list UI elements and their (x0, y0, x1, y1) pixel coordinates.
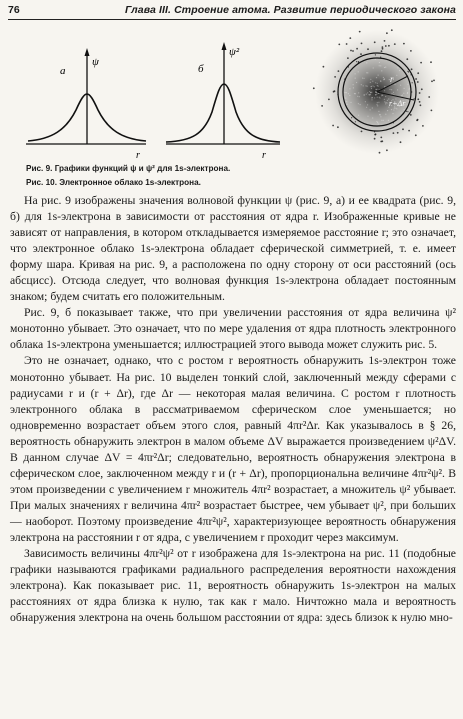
cloud-dot (385, 67, 386, 68)
cloud-dot (391, 29, 393, 31)
paragraph-3: Это не означает, однако, что с ростом r вероятность обнаружить 1s-электрон тоже монотонно убывает. На рис. 10 выделен тонкий слой, заключенный между сферами с радиусами r и (r + Δr), где Δr — некоторая малая величина. С ростом r плотность электронного облака в рассматриваемом сферическом слое уменьшается; но одновременно возрастает объем этого слоя, равный 4πr²Δr. Как указывалось в § 26, вероятность обнаружить электрон в малом объеме ΔV выражается произведением ψ²ΔV. В данном случае ΔV = 4πr²Δr; следовательно, вероятность обнаружения электрона в сферическом слое, заключенном между r и (r + Δr), пропорциональна величине 4πr²ψ². В этом произведении с увеличением r множитель 4πr² возрастает, а множитель ψ² убывает. При малых значениях r величина 4πr² возрастает быстрее, чем убывает ψ², при больших — наоборот. Поэтому произведение 4πr²ψ², характеризующее вероятность обнаружения электрона на расстоянии r от ядра, с увеличением r проходит через максимум. (10, 354, 456, 544)
cloud-dot (358, 115, 359, 116)
cloud-dot (415, 134, 417, 136)
cloud-dot (374, 97, 375, 98)
cloud-dot (376, 92, 377, 93)
cloud-dot (379, 152, 381, 154)
cloud-dot (377, 102, 378, 103)
cloud-dot (378, 75, 379, 76)
cloud-dot (366, 107, 367, 108)
cloud-dot (431, 110, 433, 112)
cloud-dot (378, 123, 379, 124)
figure-10-caption: Рис. 10. Электронное облако 1s-электрона. (26, 178, 201, 187)
cloud-dot (355, 121, 356, 122)
cloud-dot (361, 43, 363, 45)
paragraph-2: Рис. 9, б показывает также, что при увеличении расстояния от ядра величина ψ² монотонно убывает. Это означает, что по мере удаления от ядра плотность электронного облака 1s-электрона уменьшается; иллюстрацией этого вывода может служить рис. 5. (10, 306, 456, 352)
cloud-dot (399, 70, 400, 71)
label-r-plus-dr: r+Δr (389, 99, 406, 108)
cloud-dot (381, 120, 382, 121)
cloud-dot (379, 65, 380, 66)
cloud-dot (356, 82, 357, 83)
cloud-dot (355, 73, 356, 74)
cloud-dot (380, 116, 381, 117)
cloud-dot (365, 85, 366, 86)
cloud-dot (384, 67, 385, 68)
cloud-dot (356, 61, 357, 62)
figures (0, 22, 463, 164)
cloud-dot (345, 98, 346, 99)
cloud-dot (375, 89, 376, 90)
cloud-dot (349, 95, 350, 96)
cloud-dot (369, 94, 370, 95)
cloud-dot (372, 117, 373, 118)
cloud-dot (364, 94, 365, 95)
cloud-dot (370, 79, 371, 80)
cloud-dot (419, 92, 421, 94)
cloud-dot (417, 72, 419, 74)
cloud-dot (359, 31, 361, 33)
cloud-dot (404, 88, 405, 89)
cloud-dot (412, 82, 413, 83)
cloud-dot (396, 108, 397, 109)
cloud-dot (381, 140, 383, 142)
label-r: r (390, 74, 394, 84)
cloud-dot (360, 53, 362, 55)
cloud-dot (366, 62, 367, 63)
cloud-dot (369, 91, 370, 92)
cloud-dot (371, 99, 372, 100)
cloud-dot (378, 102, 379, 103)
cloud-dot (321, 105, 323, 107)
cloud-dot (417, 98, 419, 100)
cloud-dot (403, 43, 405, 45)
cloud-dot (367, 86, 368, 87)
cloud-dot (353, 84, 354, 85)
cloud-dot (347, 57, 349, 59)
cloud-dot (394, 43, 396, 45)
cloud-dot (393, 132, 395, 134)
page-number: 76 (8, 4, 20, 16)
cloud-dot (375, 59, 376, 60)
cloud-dot (346, 92, 347, 93)
cloud-dot (352, 50, 354, 52)
cloud-dot (380, 81, 381, 82)
cloud-dot (357, 96, 358, 97)
cloud-dot (376, 94, 377, 95)
cloud-dot (433, 80, 435, 82)
cloud-dot (388, 45, 390, 47)
cloud-dot (364, 78, 365, 79)
cloud-dot (392, 113, 393, 114)
cloud-dot (358, 92, 359, 93)
cloud-dot (348, 93, 349, 94)
cloud-dot (346, 43, 348, 45)
cloud-dot (367, 92, 368, 93)
cloud-dot (407, 84, 408, 85)
cloud-dot (371, 86, 372, 87)
cloud-dot (334, 76, 336, 78)
cloud-dot (366, 72, 367, 73)
cloud-dot (408, 71, 409, 72)
cloud-dot (378, 111, 379, 112)
cloud-dot (355, 78, 356, 79)
cloud-dot (374, 86, 375, 87)
cloud-dot (374, 41, 376, 43)
paragraph-1: На рис. 9 изображены значения волновой функции ψ (рис. 9, а) и ее квадрата (рис. 9, б) для 1s-электрона в зависимости от расстояния от ядра r. Изображенные кривые не зависят от направления, в котором откладывается измеряемое расстояние r; это означает, что электронное облако 1s-электрона обладает сферической симметрией, т. е. имеет форму шара. Кривая на рис. 9, а расположена по одну сторону от оси расстояний (ось абсцисс). Отсюда следует, что волновая функция 1s-электрона обладает постоянным знаком; будем считать его положительным. (10, 194, 456, 304)
cloud-dot (375, 82, 376, 83)
cloud-dot (354, 93, 355, 94)
cloud-dot (401, 112, 402, 113)
cloud-dot (402, 128, 404, 130)
cloud-dot (370, 109, 371, 110)
cloud-dot (380, 114, 381, 115)
cloud-dot (384, 40, 386, 42)
cloud-dot (337, 126, 339, 128)
cloud-dot (370, 82, 371, 83)
graph-a-label: а (60, 65, 66, 77)
cloud-dot (380, 57, 381, 58)
cloud-dot (346, 104, 347, 105)
cloud-dot (353, 87, 354, 88)
cloud-dot (338, 70, 340, 72)
cloud-dot (378, 89, 379, 90)
cloud-dot (377, 97, 378, 98)
cloud-dot (313, 87, 315, 89)
cloud-dot (359, 96, 360, 97)
cloud-dot (380, 137, 382, 139)
cloud-dot (361, 131, 363, 133)
cloud-dot (367, 104, 368, 105)
cloud-dot (383, 77, 384, 78)
cloud-dot (385, 103, 386, 104)
graph-b-xlabel: r (262, 150, 266, 161)
cloud-dot (431, 80, 433, 82)
cloud-dot (384, 78, 385, 79)
cloud-dot (363, 85, 364, 86)
cloud-dot (428, 96, 430, 98)
cloud-dot (370, 94, 371, 95)
cloud-dot (377, 83, 378, 84)
cloud-dot (349, 37, 351, 39)
cloud-dot (381, 50, 383, 52)
header-rule (8, 19, 456, 20)
cloud-dot (334, 90, 336, 92)
cloud-dot (393, 109, 394, 110)
cloud-dot (344, 92, 345, 93)
cloud-dot (397, 89, 398, 90)
cloud-dot (420, 104, 422, 106)
cloud-dot (361, 84, 362, 85)
cloud-dot (393, 92, 394, 93)
cloud-dot (375, 94, 376, 95)
cloud-dot (358, 71, 359, 72)
graph-b-curve (166, 84, 280, 142)
cloud-dot (421, 88, 423, 90)
cloud-dot (420, 62, 422, 64)
cloud-dot (346, 101, 347, 102)
cloud-dot (366, 94, 367, 95)
cloud-dot (406, 58, 408, 60)
cloud-dot (385, 114, 386, 115)
cloud-dot (410, 114, 412, 116)
cloud-dot (382, 48, 384, 50)
cloud-dot (386, 149, 388, 151)
cloud-dot (386, 32, 388, 34)
electron-cloud (313, 29, 439, 154)
cloud-dot (367, 72, 368, 73)
cloud-dot (362, 78, 363, 79)
graph-a-y-arrow (85, 48, 90, 56)
cloud-dot (367, 48, 369, 50)
cloud-dot (408, 130, 410, 132)
cloud-dot (415, 78, 417, 80)
cloud-dot (367, 116, 368, 117)
cloud-dot (407, 111, 408, 112)
cloud-dot (387, 102, 388, 103)
cloud-dot (384, 99, 385, 100)
cloud-dot (397, 67, 398, 68)
cloud-dot (381, 70, 382, 71)
cloud-dot (372, 85, 373, 86)
cloud-dot (407, 92, 408, 93)
cloud-dot (370, 92, 371, 93)
graph-b-label: б (198, 63, 204, 75)
cloud-dot (380, 65, 381, 66)
cloud-dot (400, 85, 401, 86)
cloud-dot (384, 101, 385, 102)
cloud-dot (351, 117, 352, 118)
cloud-dot (328, 99, 330, 101)
cloud-dot (358, 61, 359, 62)
cloud-dot (391, 109, 392, 110)
cloud-dot (372, 107, 373, 108)
cloud-dot (414, 98, 415, 99)
cloud-dot (377, 105, 378, 106)
graph-psi (26, 48, 146, 161)
cloud-dot (371, 97, 372, 98)
cloud-dot (374, 134, 376, 136)
cloud-dot (360, 104, 361, 105)
cloud-dot (338, 44, 340, 46)
cloud-dot (394, 84, 395, 85)
cloud-dot (410, 50, 412, 52)
cloud-dot (391, 89, 392, 90)
cloud-dot (382, 46, 384, 48)
cloud-dot (422, 125, 424, 127)
cloud-dot (378, 86, 379, 87)
cloud-dot (383, 120, 384, 121)
cloud-dot (391, 93, 392, 94)
cloud-dot (373, 67, 374, 68)
cloud-dot (385, 96, 386, 97)
cloud-dot (411, 68, 413, 70)
cloud-dot (403, 93, 404, 94)
cloud-dot (387, 110, 388, 111)
cloud-dot (404, 109, 405, 110)
cloud-dot (372, 81, 373, 82)
cloud-dot (419, 101, 421, 103)
cloud-dot (397, 132, 399, 134)
cloud-dot (402, 95, 403, 96)
cloud-dot (430, 61, 432, 63)
cloud-dot (385, 45, 387, 47)
cloud-dot (389, 89, 390, 90)
cloud-dot (365, 101, 366, 102)
page-header (8, 4, 456, 20)
figure-9-caption: Рис. 9. Графики функций ψ и ψ² для 1s-электрона. (26, 164, 231, 173)
cloud-dot (384, 86, 385, 87)
cloud-dot (371, 88, 372, 89)
cloud-dot (385, 102, 386, 103)
cloud-dot (349, 88, 350, 89)
cloud-dot (376, 77, 377, 78)
cloud-dot (377, 122, 378, 123)
cloud-dot (358, 103, 359, 104)
cloud-dot (417, 81, 419, 83)
cloud-dot (384, 90, 385, 91)
cloud-dot (375, 54, 376, 55)
cloud-dot (379, 62, 380, 63)
cloud-dot (401, 95, 402, 96)
graph-b-ylabel: ψ² (229, 46, 240, 58)
cloud-dot (376, 104, 377, 105)
graph-b-y-arrow (222, 42, 227, 50)
graph-psi-squared (166, 42, 280, 161)
cloud-dot (350, 50, 352, 52)
cloud-dot (332, 125, 334, 127)
cloud-dot (416, 119, 418, 121)
cloud-dot (400, 141, 402, 143)
cloud-dot (379, 97, 380, 98)
cloud-dot (374, 138, 376, 140)
graph-a-ylabel: ψ (92, 56, 99, 68)
cloud-dot (396, 75, 397, 76)
graph-a-xlabel: r (136, 150, 140, 161)
cloud-dot (388, 120, 389, 121)
cloud-dot (407, 93, 408, 94)
cloud-dot (350, 102, 351, 103)
chapter-title: Глава III. Строение атома. Развитие периодического закона (125, 4, 456, 16)
cloud-dot (323, 66, 325, 68)
cloud-dot (356, 48, 358, 50)
body-text (10, 193, 456, 626)
cloud-dot (387, 100, 388, 101)
cloud-dot (409, 89, 410, 90)
cloud-dot (376, 121, 377, 122)
cloud-dot (381, 94, 382, 95)
paragraph-4: Зависимость величины 4πr²ψ² от r изображена для 1s-электрона на рис. 11 (подобные графики называются графиками радиального распределения вероятности нахождения электрона). Как показывает рис. 11, вероятность обнаружить 1s-электрон на малых расстояниях от ядра близка к нулю, так как r мало. Ничтожно мала и вероятность обнаружения электрона на очень большом расстоянии от ядра: здесь близок к нулю мно- (10, 547, 456, 625)
